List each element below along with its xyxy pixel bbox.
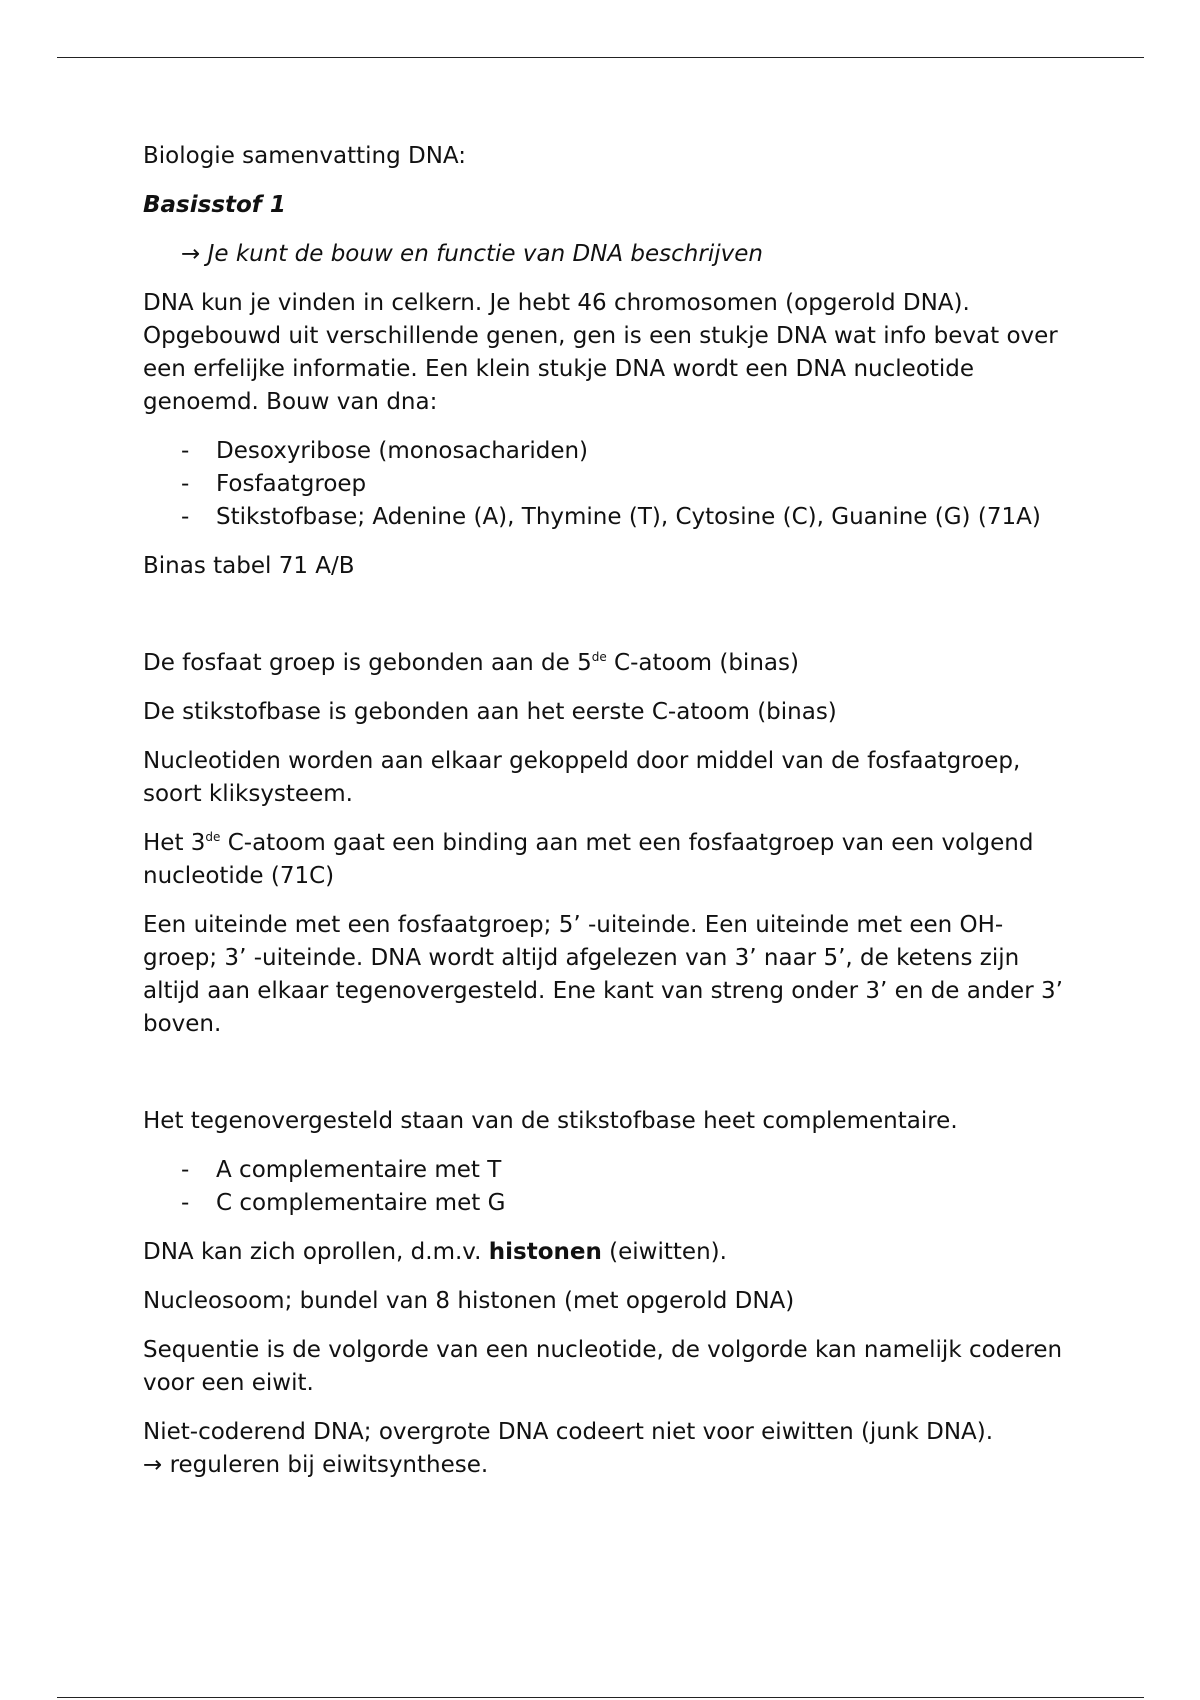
derde-text: Het 3 — [143, 830, 206, 856]
list-item-text: A complementaire met T — [216, 1157, 502, 1183]
dna-structure-list — [143, 435, 1073, 534]
oprollen-text: DNA kan zich oprollen, d.m.v. — [143, 1239, 489, 1265]
reguleren-text: → reguleren bij eiwitsynthese. — [143, 1452, 489, 1478]
spacer — [143, 599, 1073, 647]
niet-coderend-paragraph — [143, 1416, 1073, 1482]
list-item — [143, 435, 1073, 468]
complementair-paragraph: Het tegenovergesteld staan van de stikstofbase heet complementaire. — [143, 1108, 958, 1134]
fosfaat-text-end: C-atoom (binas) — [606, 650, 799, 676]
histonen-bold: histonen — [488, 1239, 602, 1265]
list-item-text: Desoxyribose (monosachariden) — [216, 438, 589, 464]
list-item-text: Stikstofbase; Adenine (A), Thymine (T), Cytosine (C), Guanine (G) (71A) — [216, 504, 1041, 530]
niet-coderend-text: Niet-coderend DNA; overgrote DNA codeert niet voor eiwitten (junk DNA). — [143, 1419, 994, 1445]
learning-goal: → Je kunt de bouw en functie van DNA beschrijven — [181, 241, 763, 267]
derde-text-end: C-atoom gaat een binding aan met een fosfaatgroep van een volgend nucleotide (71C) — [143, 830, 1034, 889]
intro-paragraph: DNA kun je vinden in celkern. Je hebt 46 chromosomen (opgerold DNA). Opgebouwd uit verschillende genen, gen is een stukje DNA wat info bevat over een erfelijke informatie. Een klein stukje DNA wordt een DNA nucleotide genoemd. Bouw van dna: — [143, 290, 1058, 415]
list-item — [143, 1154, 1073, 1187]
nucleosoom-paragraph: Nucleosoom; bundel van 8 histonen (met opgerold DNA) — [143, 1288, 795, 1314]
footer-rule — [57, 1697, 1144, 1698]
fosfaat-superscript: de — [591, 650, 607, 664]
fosfaat-text: De fosfaat groep is gebonden aan de 5 — [143, 650, 592, 676]
header-rule — [57, 57, 1144, 58]
uiteinde-paragraph: Een uiteinde met een fosfaatgroep; 5’ -uiteinde. Een uiteinde met een OH-groep; 3’ -uiteinde. DNA wordt altijd afgelezen van 3’ naar 5’, de ketens zijn altijd aan elkaar tegenovergesteld. Ene kant van streng onder 3’ en de ander 3’ boven. — [143, 912, 1063, 1037]
derde-superscript: de — [205, 830, 221, 844]
document-body — [143, 140, 1073, 1498]
list-dash: - — [181, 504, 190, 530]
binas-reference: Binas tabel 71 A/B — [143, 553, 355, 579]
oprollen-text-end: (eiwitten). — [601, 1239, 727, 1265]
sequentie-paragraph: Sequentie is de volgorde van een nucleotide, de volgorde kan namelijk coderen voor een eiwit. — [143, 1337, 1063, 1396]
list-item — [143, 501, 1073, 534]
list-dash: - — [181, 1157, 190, 1183]
list-dash: - — [181, 438, 190, 464]
nucleotiden-paragraph: Nucleotiden worden aan elkaar gekoppeld door middel van de fosfaatgroep, soort kliksysteem. — [143, 748, 1021, 807]
section-heading: Basisstof 1 — [143, 192, 286, 218]
fosfaat-paragraph — [143, 647, 1073, 680]
stikstof-paragraph: De stikstofbase is gebonden aan het eerste C-atoom (binas) — [143, 699, 837, 725]
list-dash: - — [181, 471, 190, 497]
list-item — [143, 1187, 1073, 1220]
document-title: Biologie samenvatting DNA: — [143, 143, 466, 169]
derde-c-atoom-paragraph — [143, 827, 1073, 893]
spacer — [143, 1057, 1073, 1105]
oprollen-paragraph — [143, 1236, 1073, 1269]
list-item — [143, 468, 1073, 501]
list-dash: - — [181, 1190, 190, 1216]
list-item-text: C complementaire met G — [216, 1190, 506, 1216]
list-item-text: Fosfaatgroep — [216, 471, 367, 497]
complement-list — [143, 1154, 1073, 1220]
